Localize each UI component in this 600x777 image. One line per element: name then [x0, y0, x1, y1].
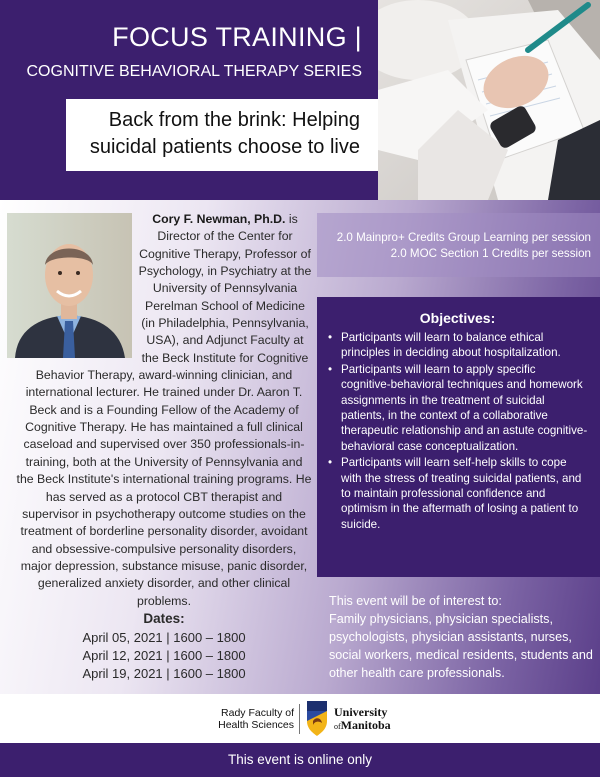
speaker-bio-text: is Director of the Center for Cognitive Therapy, Professor of Psychology, in Psychiatry at the University of Pennsylvania Perelman School of Medicine (in Philadelphia, Pennsylvania, USA), and Adjunct Faculty at the Beck Institute for Cognitive Behavior Therapy, award-winning clinician, and international lecturer. He trained under Dr. Aaron T. Beck and is a Founding Fellow of the Academy of Cognitive Therapy. He has maintained a full clinical caseload and supervised over 350 professionals-in-training, both at the University of Pennsylvania and the Beck Institute's international training programs. He has served as a protocol CBT therapist and supervisor in psychotherapy outcome studies on the treatment of borderline personality disorder, avoidant and obsessive-compulsive personality disorders, major depression, substance misuse, panic disorder, generalized anxiety disorder, and other clinical problems. — [16, 212, 312, 608]
session-title-box — [66, 99, 378, 171]
rady-faculty-logo-text — [160, 707, 294, 731]
credits-line-moc: 2.0 MOC Section 1 Credits per session — [390, 247, 591, 260]
speaker-bio — [16, 211, 312, 610]
series-subtitle: COGNITIVE BEHAVIORAL THERAPY SERIES — [26, 63, 362, 80]
dates-section — [16, 610, 312, 683]
series-title: FOCUS TRAINING | — [112, 22, 362, 52]
audience-list: Family physicians, physician specialists, psychologists, physician assistants, nurses, social workers, medical residents, students and other health care professionals. — [329, 612, 593, 680]
objective-item: • Participants will learn to apply specific cognitive-behavioral techniques and homework assignments in the treatment of suicidal patients, in the context of a collaborative therapeutic relationship and an astute cognitive-behavioral case conceptualization. — [327, 362, 588, 454]
session-title-line2: suicidal patients choose to live — [89, 136, 360, 158]
university-of-manitoba-wordmark — [334, 706, 391, 733]
credits-line-mainpro: 2.0 Mainpro+ Credits Group Learning per session — [336, 231, 591, 244]
objectives-box — [317, 297, 600, 577]
objectives-heading: Objectives: — [419, 310, 496, 326]
session-title-line1: Back from the brink: Helping — [108, 109, 360, 131]
objective-item: • Participants will learn self-help skills to cope with the stress of treating suicidal patients, and to maintain professional confidence and optimism in the aftermath of losing a patient to suicide. — [327, 455, 588, 532]
objective-item: • Participants will learn to balance ethical principles in deciding about hospitalization. — [327, 330, 588, 361]
rady-line1: Rady Faculty of — [221, 707, 294, 719]
um-of: of — [334, 721, 341, 731]
date-item: April 05, 2021 | 1600 – 1800 — [82, 630, 246, 645]
audience-intro: This event will be of interest to: — [329, 594, 502, 608]
um-line2: Manitoba — [340, 717, 391, 732]
date-item: April 12, 2021 | 1600 – 1800 — [82, 648, 246, 663]
logo-divider — [299, 704, 300, 734]
um-line1: University — [334, 705, 388, 719]
online-only-footer: This event is online only — [0, 743, 600, 777]
speaker-name: Cory F. Newman, Ph.D. — [152, 212, 286, 226]
portrait-spacer — [16, 211, 138, 363]
audience-section — [329, 592, 594, 682]
credits-box — [317, 213, 600, 277]
objectives-list — [327, 330, 588, 532]
rady-line2: Health Sciences — [218, 719, 294, 731]
header-photo-writing — [378, 0, 600, 200]
dates-heading: Dates: — [143, 611, 185, 626]
logo-strip — [0, 694, 600, 743]
date-item: April 19, 2021 | 1600 – 1800 — [82, 666, 246, 681]
university-crest-icon — [305, 699, 329, 742]
